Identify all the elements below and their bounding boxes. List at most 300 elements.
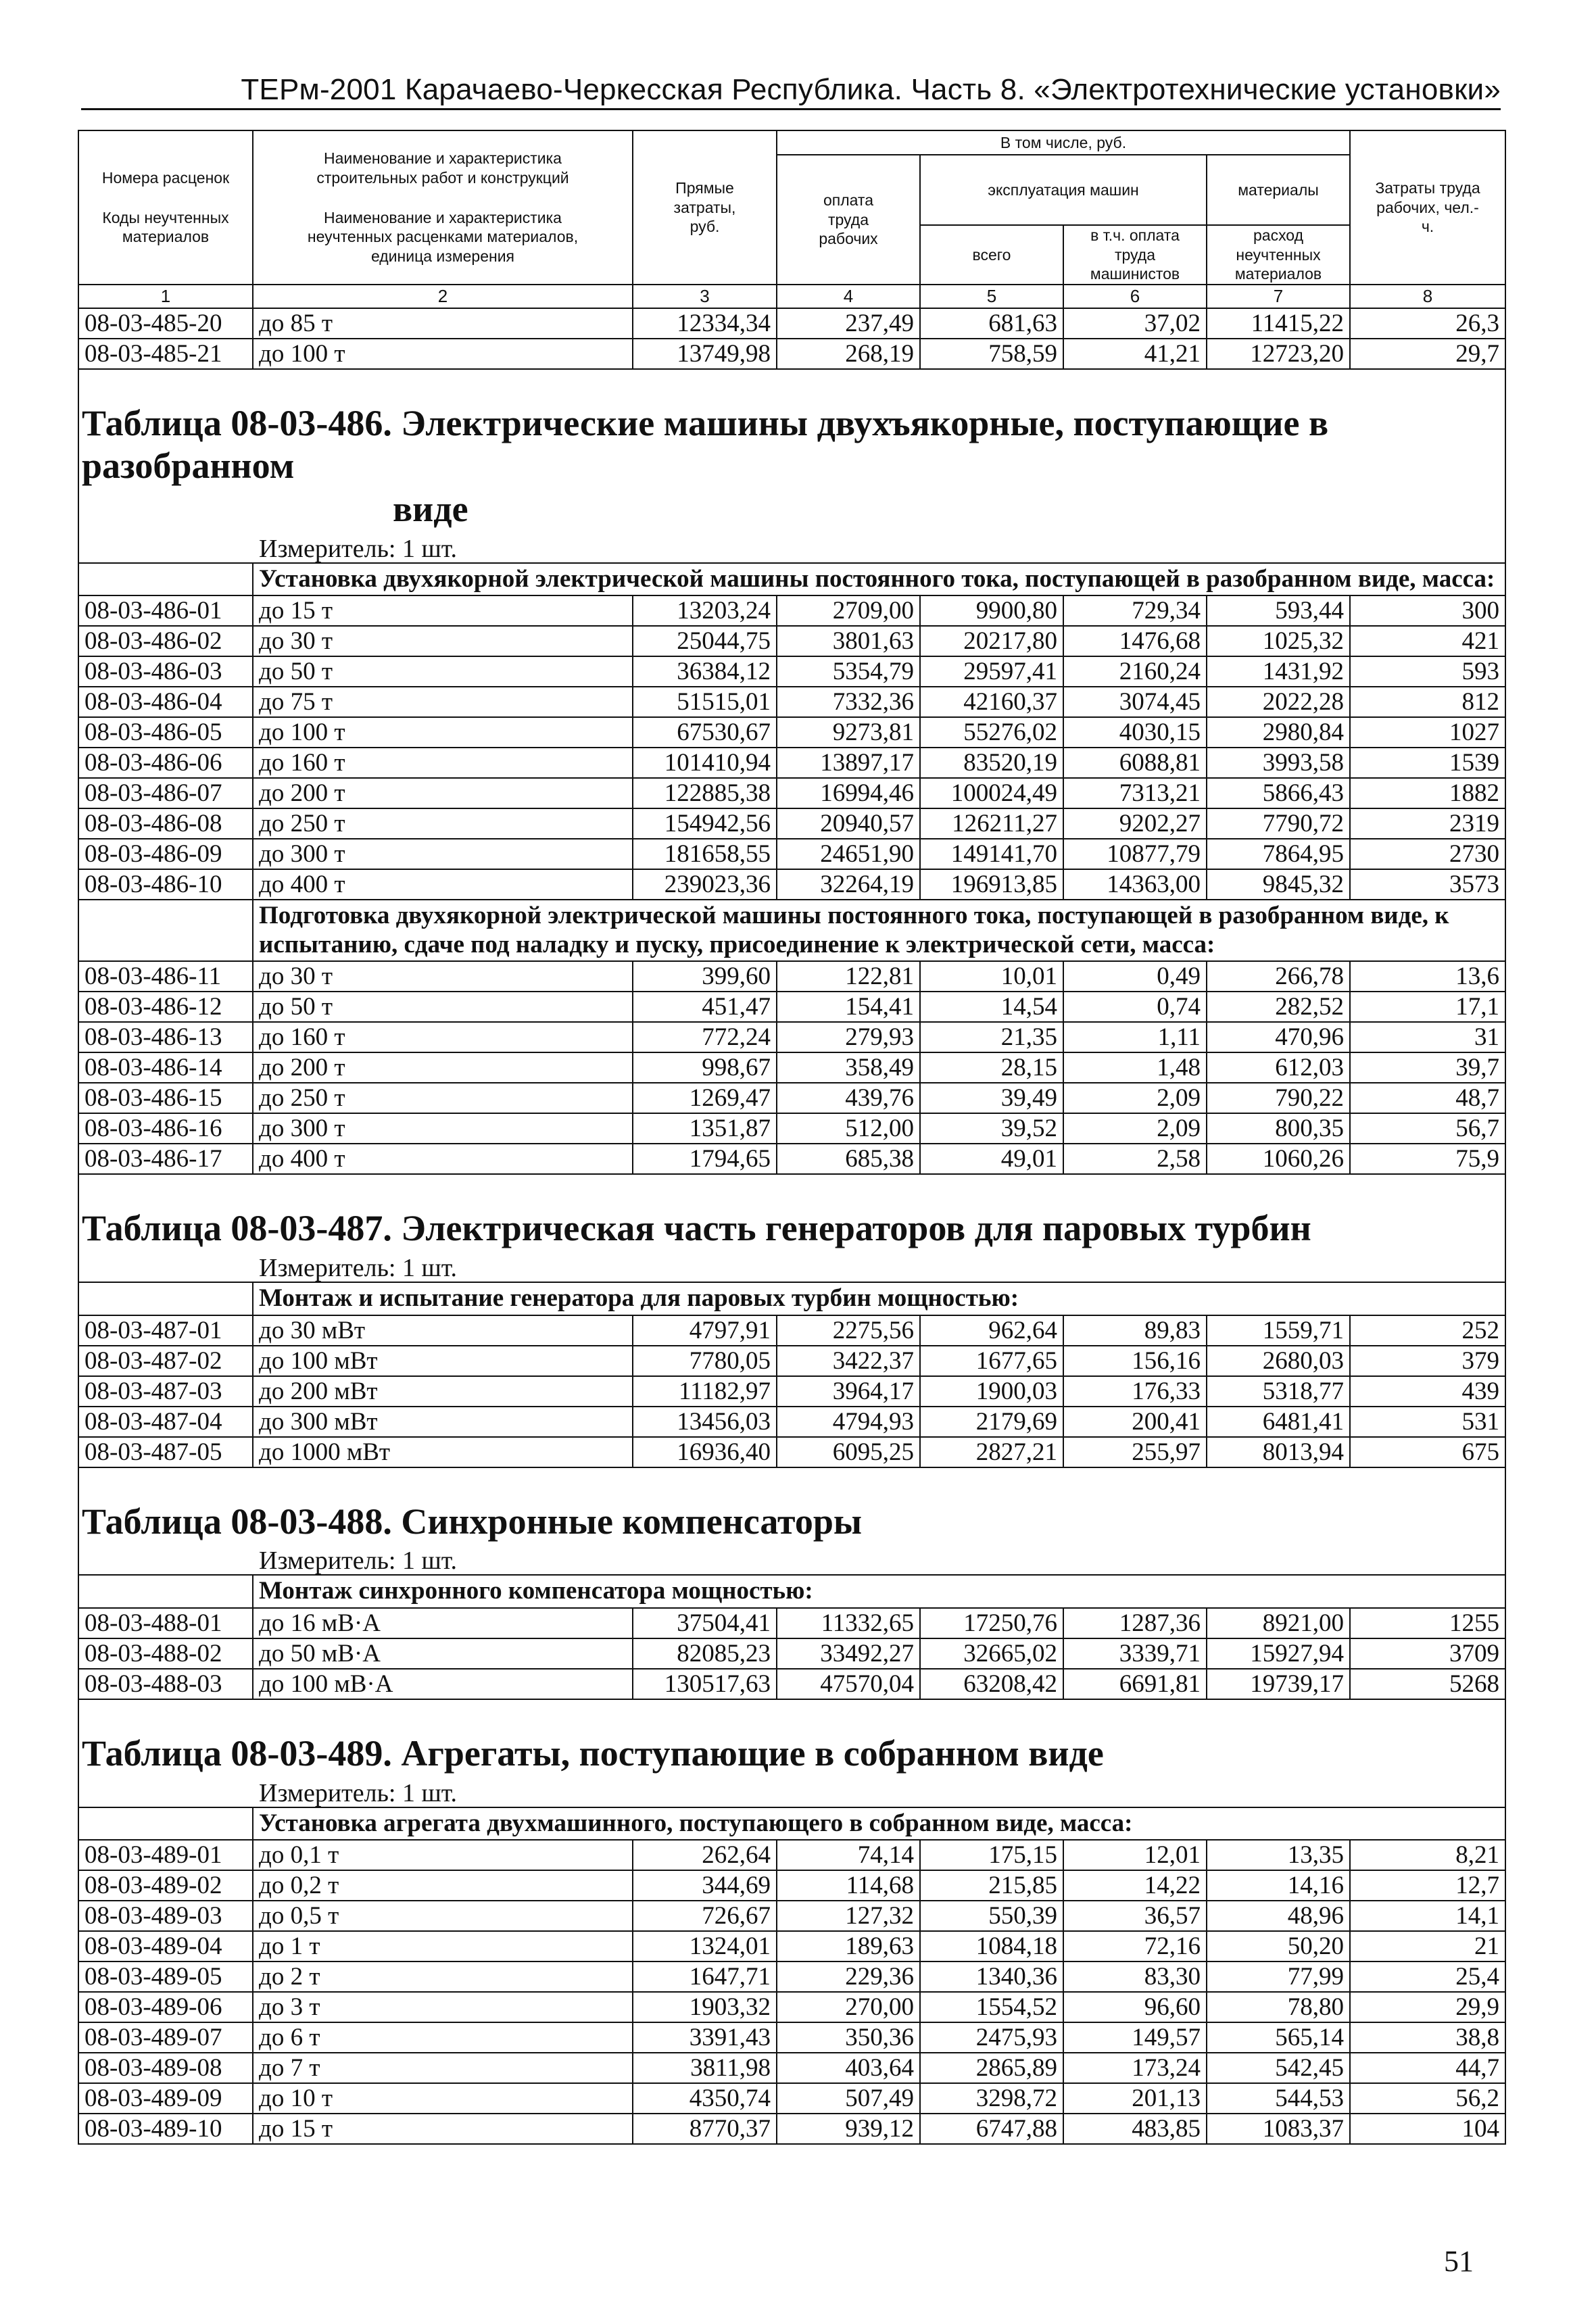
cell-machine-total: 3298,72 <box>920 2083 1063 2114</box>
cell-materials-cost: 14,16 <box>1207 1870 1350 1901</box>
cell-work-name: до 1 т <box>253 1931 633 1961</box>
table-row <box>78 1083 1505 1113</box>
cell-machinist-pay: 37,02 <box>1063 308 1207 339</box>
cell-work-name: до 3 т <box>253 1992 633 2022</box>
cell-machine-total: 681,63 <box>920 308 1063 339</box>
cell-work-name: до 75 т <box>253 687 633 717</box>
section-heading: Подготовка двухякорной электрической машины постоянного тока, поступающей в разобранном виде, к испытанию, сдаче под наладку и пуску, присоединение к электрической сети, масса: <box>253 900 1505 961</box>
cell-machinist-pay: 41,21 <box>1063 339 1207 369</box>
cell-labor-hours: 531 <box>1350 1407 1505 1437</box>
cell-rate-code: 08-03-486-04 <box>78 687 253 717</box>
unit-label: Измеритель: 1 шт. <box>259 535 457 563</box>
header-col6: в т.ч. оплата труда машинистов <box>1063 225 1207 285</box>
cell-materials-cost: 1559,71 <box>1207 1315 1350 1346</box>
cell-rate-code: 08-03-486-05 <box>78 717 253 748</box>
cell-materials-cost: 1060,26 <box>1207 1144 1350 1174</box>
cell-labor-hours: 17,1 <box>1350 992 1505 1022</box>
cell-machinist-pay: 1,48 <box>1063 1052 1207 1083</box>
cell-work-name: до 200 т <box>253 1052 633 1083</box>
cell-machinist-pay: 729,34 <box>1063 595 1207 626</box>
cell-rate-code: 08-03-486-08 <box>78 808 253 839</box>
table-title-cell <box>78 1204 1505 1254</box>
cell-machinist-pay: 96,60 <box>1063 1992 1207 2022</box>
cell-machinist-pay: 12,01 <box>1063 1840 1207 1870</box>
cell-labor-hours: 44,7 <box>1350 2053 1505 2083</box>
cell-machinist-pay: 14363,00 <box>1063 869 1207 900</box>
cell-direct-costs: 1794,65 <box>633 1144 777 1174</box>
table-title: Таблица 08-03-489. Агрегаты, поступающие в собранном виде <box>82 1732 1104 1774</box>
cell-rate-code: 08-03-489-08 <box>78 2053 253 2083</box>
cell-labor-pay: 189,63 <box>777 1931 920 1961</box>
header-number-cell: 4 <box>777 285 920 308</box>
table-title: Таблица 08-03-487. Электрическая часть генераторов для паровых турбин <box>82 1208 1311 1249</box>
cell-labor-pay: 4794,93 <box>777 1407 920 1437</box>
cell-direct-costs: 1647,71 <box>633 1961 777 1992</box>
cell-labor-pay: 685,38 <box>777 1144 920 1174</box>
unit-cell <box>78 1780 1505 1807</box>
cell-rate-code: 08-03-487-05 <box>78 1437 253 1467</box>
table-row <box>78 1437 1505 1467</box>
table-row <box>78 308 1505 339</box>
cell-work-name: до 85 т <box>253 308 633 339</box>
cell-work-name: до 6 т <box>253 2022 633 2053</box>
cell-labor-hours: 48,7 <box>1350 1083 1505 1113</box>
cell-rate-code: 08-03-486-15 <box>78 1083 253 1113</box>
cell-rate-code: 08-03-488-02 <box>78 1638 253 1669</box>
cell-direct-costs: 130517,63 <box>633 1669 777 1699</box>
unit-row <box>78 1254 1505 1282</box>
cell-machine-total: 100024,49 <box>920 778 1063 808</box>
section-heading-row <box>78 900 1505 961</box>
cell-machinist-pay: 149,57 <box>1063 2022 1207 2053</box>
header-col1-top: Номера расценок <box>101 168 230 187</box>
cell-machine-total: 2179,69 <box>920 1407 1063 1437</box>
cell-direct-costs: 1351,87 <box>633 1113 777 1144</box>
unit-row <box>78 1780 1505 1807</box>
cell-direct-costs: 36384,12 <box>633 656 777 687</box>
cell-machine-total: 32665,02 <box>920 1638 1063 1669</box>
cell-machinist-pay: 173,24 <box>1063 2053 1207 2083</box>
table-row <box>78 2114 1505 2144</box>
section-empty-cell <box>78 1282 253 1315</box>
cell-labor-hours: 25,4 <box>1350 1961 1505 1992</box>
cell-machine-total: 550,39 <box>920 1901 1063 1931</box>
cell-labor-hours: 21 <box>1350 1931 1505 1961</box>
header-number-cell: 2 <box>253 285 633 308</box>
section-heading-row <box>78 1807 1505 1841</box>
header-col1 <box>78 130 253 285</box>
table-row <box>78 1052 1505 1083</box>
table-row <box>78 1407 1505 1437</box>
cell-rate-code: 08-03-486-10 <box>78 869 253 900</box>
cell-work-name: до 50 т <box>253 992 633 1022</box>
cell-labor-hours: 379 <box>1350 1346 1505 1376</box>
cell-labor-pay: 16994,46 <box>777 778 920 808</box>
section-empty-cell <box>78 900 253 961</box>
cell-labor-pay: 5354,79 <box>777 656 920 687</box>
cell-labor-hours: 39,7 <box>1350 1052 1505 1083</box>
spacer-cell <box>78 1699 1505 1730</box>
cell-direct-costs: 37504,41 <box>633 1608 777 1638</box>
cell-rate-code: 08-03-486-07 <box>78 778 253 808</box>
header-number-cell: 5 <box>920 285 1063 308</box>
section-heading-row <box>78 563 1505 596</box>
cell-labor-hours: 3709 <box>1350 1638 1505 1669</box>
cell-machinist-pay: 1476,68 <box>1063 626 1207 656</box>
cell-labor-pay: 268,19 <box>777 339 920 369</box>
cell-rate-code: 08-03-487-01 <box>78 1315 253 1346</box>
section-heading: Монтаж синхронного компенсатора мощностью: <box>253 1575 1505 1608</box>
cell-direct-costs: 7780,05 <box>633 1346 777 1376</box>
cell-materials-cost: 542,45 <box>1207 2053 1350 2083</box>
cell-machinist-pay: 1287,36 <box>1063 1608 1207 1638</box>
cell-labor-pay: 237,49 <box>777 308 920 339</box>
cell-labor-hours: 2319 <box>1350 808 1505 839</box>
cell-direct-costs: 262,64 <box>633 1840 777 1870</box>
cell-work-name: до 300 т <box>253 839 633 869</box>
cell-materials-cost: 2680,03 <box>1207 1346 1350 1376</box>
cell-rate-code: 08-03-486-09 <box>78 839 253 869</box>
cell-direct-costs: 8770,37 <box>633 2114 777 2144</box>
table-title: Таблица 08-03-488. Синхронные компенсаторы <box>82 1501 863 1542</box>
cell-machine-total: 14,54 <box>920 992 1063 1022</box>
cell-direct-costs: 451,47 <box>633 992 777 1022</box>
cell-rate-code: 08-03-489-06 <box>78 1992 253 2022</box>
cell-materials-cost: 1025,32 <box>1207 626 1350 656</box>
table-row <box>78 656 1505 687</box>
header-number-cell: 6 <box>1063 285 1207 308</box>
table-row <box>78 339 1505 369</box>
running-header: ТЕРм-2001 Карачаево-Черкесская Республика. Часть 8. «Электротехнические установки» <box>241 73 1501 106</box>
cell-labor-pay: 74,14 <box>777 1840 920 1870</box>
cell-machinist-pay: 2,09 <box>1063 1083 1207 1113</box>
cell-machine-total: 63208,42 <box>920 1669 1063 1699</box>
cell-labor-pay: 358,49 <box>777 1052 920 1083</box>
cell-labor-pay: 403,64 <box>777 2053 920 2083</box>
table-row <box>78 992 1505 1022</box>
cell-labor-hours: 252 <box>1350 1315 1505 1346</box>
header-number-cell: 8 <box>1350 285 1505 308</box>
cell-direct-costs: 3391,43 <box>633 2022 777 2053</box>
cell-labor-pay: 13897,17 <box>777 748 920 778</box>
cell-work-name: до 400 т <box>253 869 633 900</box>
cell-machine-total: 2475,93 <box>920 2022 1063 2053</box>
table-row <box>78 1113 1505 1144</box>
section-heading-row <box>78 1575 1505 1608</box>
cell-rate-code: 08-03-486-17 <box>78 1144 253 1174</box>
header-materials: материалы <box>1207 155 1350 225</box>
cell-materials-cost: 15927,94 <box>1207 1638 1350 1669</box>
table-title-continuation: виде <box>393 488 468 529</box>
cell-work-name: до 200 т <box>253 778 633 808</box>
cell-labor-pay: 3964,17 <box>777 1376 920 1407</box>
cell-labor-hours: 12,7 <box>1350 1870 1505 1901</box>
table-title-cell <box>78 1730 1505 1780</box>
table-row <box>78 748 1505 778</box>
cell-rate-code: 08-03-486-01 <box>78 595 253 626</box>
table-title-row <box>78 399 1505 535</box>
cell-machine-total: 10,01 <box>920 961 1063 992</box>
cell-labor-hours: 1539 <box>1350 748 1505 778</box>
cell-direct-costs: 239023,36 <box>633 869 777 900</box>
rates-table <box>78 130 1506 2145</box>
cell-rate-code: 08-03-486-12 <box>78 992 253 1022</box>
cell-machinist-pay: 2160,24 <box>1063 656 1207 687</box>
cell-labor-hours: 421 <box>1350 626 1505 656</box>
table-row <box>78 717 1505 748</box>
cell-labor-pay: 114,68 <box>777 1870 920 1901</box>
cell-rate-code: 08-03-488-03 <box>78 1669 253 1699</box>
cell-work-name: до 300 мВт <box>253 1407 633 1437</box>
cell-work-name: до 200 мВт <box>253 1376 633 1407</box>
header-col2-top: Наименование и характеристика строительных работ и конструкций <box>316 149 569 187</box>
cell-labor-hours: 300 <box>1350 595 1505 626</box>
cell-labor-pay: 3422,37 <box>777 1346 920 1376</box>
cell-labor-hours: 8,21 <box>1350 1840 1505 1870</box>
cell-rate-code: 08-03-487-03 <box>78 1376 253 1407</box>
header-col4: оплата труда рабочих <box>777 155 920 285</box>
cell-labor-pay: 6095,25 <box>777 1437 920 1467</box>
cell-rate-code: 08-03-486-03 <box>78 656 253 687</box>
cell-direct-costs: 4797,91 <box>633 1315 777 1346</box>
cell-labor-pay: 279,93 <box>777 1022 920 1052</box>
cell-materials-cost: 12723,20 <box>1207 339 1350 369</box>
cell-machinist-pay: 2,58 <box>1063 1144 1207 1174</box>
cell-labor-hours: 439 <box>1350 1376 1505 1407</box>
cell-machinist-pay: 483,85 <box>1063 2114 1207 2144</box>
cell-work-name: до 250 т <box>253 808 633 839</box>
cell-materials-cost: 470,96 <box>1207 1022 1350 1052</box>
cell-labor-hours: 26,3 <box>1350 308 1505 339</box>
cell-materials-cost: 5318,77 <box>1207 1376 1350 1407</box>
cell-machine-total: 17250,76 <box>920 1608 1063 1638</box>
cell-labor-pay: 3801,63 <box>777 626 920 656</box>
cell-materials-cost: 2022,28 <box>1207 687 1350 717</box>
table-row <box>78 2053 1505 2083</box>
header-col2-bottom: Наименование и характеристика неучтенных расценками материалов, единица измерения <box>307 208 579 266</box>
cell-labor-hours: 56,7 <box>1350 1113 1505 1144</box>
spacer-cell <box>78 369 1505 399</box>
cell-materials-cost: 11415,22 <box>1207 308 1350 339</box>
cell-work-name: до 1000 мВт <box>253 1437 633 1467</box>
table-row <box>78 595 1505 626</box>
cell-labor-hours: 1027 <box>1350 717 1505 748</box>
cell-direct-costs: 1269,47 <box>633 1083 777 1113</box>
spacer-row <box>78 369 1505 399</box>
unit-label: Измеритель: 1 шт. <box>259 1547 457 1576</box>
cell-machine-total: 83520,19 <box>920 748 1063 778</box>
cell-machine-total: 1340,36 <box>920 1961 1063 1992</box>
cell-labor-pay: 33492,27 <box>777 1638 920 1669</box>
cell-machine-total: 196913,85 <box>920 869 1063 900</box>
cell-direct-costs: 13749,98 <box>633 339 777 369</box>
cell-machine-total: 2865,89 <box>920 2053 1063 2083</box>
cell-machine-total: 1554,52 <box>920 1992 1063 2022</box>
table-row <box>78 839 1505 869</box>
cell-materials-cost: 2980,84 <box>1207 717 1350 748</box>
cell-work-name: до 100 т <box>253 717 633 748</box>
cell-labor-hours: 75,9 <box>1350 1144 1505 1174</box>
header-col7: расход неучтенных материалов <box>1207 225 1350 285</box>
cell-machine-total: 126211,27 <box>920 808 1063 839</box>
cell-rate-code: 08-03-489-02 <box>78 1870 253 1901</box>
page-number: 51 <box>1444 2245 1474 2278</box>
cell-direct-costs: 13456,03 <box>633 1407 777 1437</box>
cell-materials-cost: 19739,17 <box>1207 1669 1350 1699</box>
cell-labor-hours: 29,7 <box>1350 339 1505 369</box>
cell-materials-cost: 1083,37 <box>1207 2114 1350 2144</box>
table-row <box>78 1315 1505 1346</box>
table-row <box>78 1840 1505 1870</box>
cell-direct-costs: 344,69 <box>633 1870 777 1901</box>
cell-labor-hours: 812 <box>1350 687 1505 717</box>
cell-rate-code: 08-03-489-05 <box>78 1961 253 1992</box>
header-col3: Прямые затраты, руб. <box>633 130 777 285</box>
cell-machine-total: 1900,03 <box>920 1376 1063 1407</box>
cell-machinist-pay: 3074,45 <box>1063 687 1207 717</box>
table-body <box>78 308 1505 2145</box>
cell-labor-hours: 13,6 <box>1350 961 1505 992</box>
table-row <box>78 869 1505 900</box>
table-row <box>78 2022 1505 2053</box>
header-number-cell: 3 <box>633 285 777 308</box>
cell-labor-pay: 939,12 <box>777 2114 920 2144</box>
header-col2 <box>253 130 633 285</box>
cell-direct-costs: 25044,75 <box>633 626 777 656</box>
cell-labor-pay: 2709,00 <box>777 595 920 626</box>
table-row <box>78 626 1505 656</box>
cell-direct-costs: 181658,55 <box>633 839 777 869</box>
cell-machine-total: 21,35 <box>920 1022 1063 1052</box>
cell-materials-cost: 565,14 <box>1207 2022 1350 2053</box>
cell-machinist-pay: 0,49 <box>1063 961 1207 992</box>
table-title-cell <box>78 399 1505 535</box>
header-number-cell: 7 <box>1207 285 1350 308</box>
table-row <box>78 1346 1505 1376</box>
cell-machine-total: 2827,21 <box>920 1437 1063 1467</box>
table-row <box>78 1608 1505 1638</box>
cell-labor-hours: 5268 <box>1350 1669 1505 1699</box>
cell-materials-cost: 593,44 <box>1207 595 1350 626</box>
table-row <box>78 1870 1505 1901</box>
section-heading: Монтаж и испытание генератора для паровых турбин мощностью: <box>253 1282 1505 1315</box>
cell-labor-hours: 29,9 <box>1350 1992 1505 2022</box>
table-row <box>78 961 1505 992</box>
cell-materials-cost: 48,96 <box>1207 1901 1350 1931</box>
cell-work-name: до 160 т <box>253 748 633 778</box>
table-title-row <box>78 1730 1505 1780</box>
cell-labor-pay: 512,00 <box>777 1113 920 1144</box>
cell-machinist-pay: 36,57 <box>1063 1901 1207 1931</box>
cell-rate-code: 08-03-489-04 <box>78 1931 253 1961</box>
table-row <box>78 1022 1505 1052</box>
cell-labor-hours: 1882 <box>1350 778 1505 808</box>
cell-machinist-pay: 4030,15 <box>1063 717 1207 748</box>
cell-direct-costs: 1903,32 <box>633 1992 777 2022</box>
cell-work-name: до 0,2 т <box>253 1870 633 1901</box>
cell-machinist-pay: 0,74 <box>1063 992 1207 1022</box>
cell-labor-pay: 32264,19 <box>777 869 920 900</box>
cell-labor-pay: 11332,65 <box>777 1608 920 1638</box>
cell-materials-cost: 3993,58 <box>1207 748 1350 778</box>
cell-work-name: до 15 т <box>253 595 633 626</box>
cell-machinist-pay: 201,13 <box>1063 2083 1207 2114</box>
cell-machine-total: 29597,41 <box>920 656 1063 687</box>
table-row <box>78 687 1505 717</box>
cell-direct-costs: 13203,24 <box>633 595 777 626</box>
cell-machine-total: 1677,65 <box>920 1346 1063 1376</box>
cell-work-name: до 10 т <box>253 2083 633 2114</box>
cell-direct-costs: 82085,23 <box>633 1638 777 1669</box>
header-number-row <box>78 285 1505 308</box>
cell-rate-code: 08-03-489-03 <box>78 1901 253 1931</box>
cell-work-name: до 100 т <box>253 339 633 369</box>
table-row <box>78 1961 1505 1992</box>
cell-rate-code: 08-03-489-10 <box>78 2114 253 2144</box>
cell-labor-pay: 47570,04 <box>777 1669 920 1699</box>
unit-cell <box>78 1547 1505 1575</box>
cell-work-name: до 50 т <box>253 656 633 687</box>
cell-direct-costs: 154942,56 <box>633 808 777 839</box>
cell-materials-cost: 9845,32 <box>1207 869 1350 900</box>
cell-labor-pay: 24651,90 <box>777 839 920 869</box>
cell-labor-pay: 507,49 <box>777 2083 920 2114</box>
cell-direct-costs: 1324,01 <box>633 1931 777 1961</box>
table-title: Таблица 08-03-486. Электрические машины двухъякорные, поступающие в разобранном <box>82 402 1329 487</box>
table-row <box>78 1638 1505 1669</box>
cell-labor-pay: 229,36 <box>777 1961 920 1992</box>
cell-rate-code: 08-03-488-01 <box>78 1608 253 1638</box>
cell-materials-cost: 612,03 <box>1207 1052 1350 1083</box>
cell-work-name: до 400 т <box>253 1144 633 1174</box>
cell-materials-cost: 282,52 <box>1207 992 1350 1022</box>
spacer-cell <box>78 1174 1505 1204</box>
cell-work-name: до 100 мВт <box>253 1346 633 1376</box>
cell-materials-cost: 8921,00 <box>1207 1608 1350 1638</box>
cell-machinist-pay: 14,22 <box>1063 1870 1207 1901</box>
cell-work-name: до 30 т <box>253 626 633 656</box>
cell-labor-hours: 31 <box>1350 1022 1505 1052</box>
cell-machinist-pay: 3339,71 <box>1063 1638 1207 1669</box>
cell-work-name: до 2 т <box>253 1961 633 1992</box>
cell-materials-cost: 8013,94 <box>1207 1437 1350 1467</box>
unit-row <box>78 535 1505 563</box>
cell-machine-total: 149141,70 <box>920 839 1063 869</box>
table-row <box>78 1144 1505 1174</box>
section-heading: Установка двухякорной электрической машины постоянного тока, поступающей в разобранном виде, масса: <box>253 563 1505 596</box>
cell-machinist-pay: 72,16 <box>1063 1931 1207 1961</box>
cell-machinist-pay: 6691,81 <box>1063 1669 1207 1699</box>
header-rule <box>81 108 1501 110</box>
cell-machine-total: 39,52 <box>920 1113 1063 1144</box>
header-col8: Затраты труда рабочих, чел.-ч. <box>1350 130 1505 285</box>
cell-rate-code: 08-03-487-04 <box>78 1407 253 1437</box>
cell-labor-pay: 350,36 <box>777 2022 920 2053</box>
cell-machine-total: 6747,88 <box>920 2114 1063 2144</box>
cell-direct-costs: 101410,94 <box>633 748 777 778</box>
cell-labor-hours: 675 <box>1350 1437 1505 1467</box>
cell-materials-cost: 6481,41 <box>1207 1407 1350 1437</box>
cell-direct-costs: 11182,97 <box>633 1376 777 1407</box>
table-title-cell <box>78 1498 1505 1548</box>
cell-work-name: до 250 т <box>253 1083 633 1113</box>
table-row <box>78 808 1505 839</box>
cell-machinist-pay: 7313,21 <box>1063 778 1207 808</box>
cell-machinist-pay: 10877,79 <box>1063 839 1207 869</box>
cell-direct-costs: 67530,67 <box>633 717 777 748</box>
cell-machinist-pay: 9202,27 <box>1063 808 1207 839</box>
section-empty-cell <box>78 563 253 596</box>
